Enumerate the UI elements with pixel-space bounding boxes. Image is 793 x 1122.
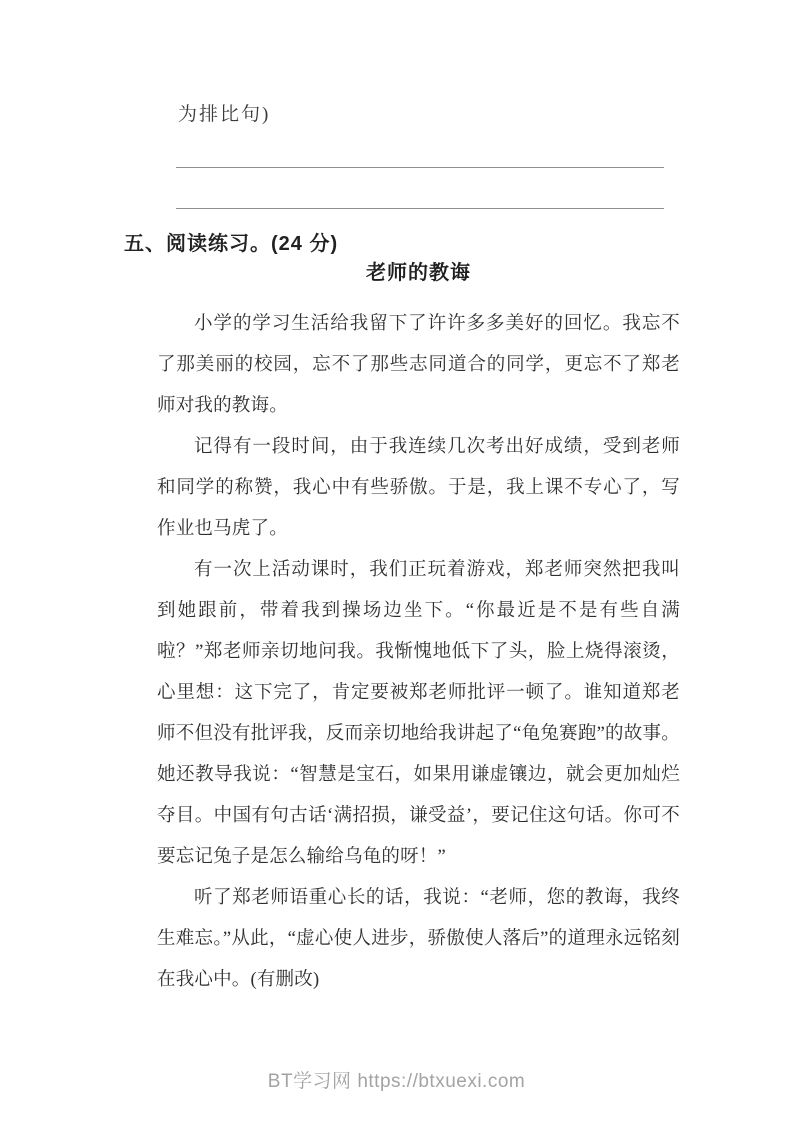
section-heading: 五、阅读练习。(24 分) (124, 233, 339, 255)
question-fragment-text: 为排比句) (178, 104, 271, 125)
reading-passage (157, 258, 680, 1001)
answer-blank-line-2 (176, 208, 664, 209)
passage-paragraph: 听了郑老师语重心长的话，我说：“老师，您的教诲，我终生难忘。”从此，“虚心使人进步，骄傲使人落后”的道理永远铭刻在我心中。(有删改) (157, 888, 680, 990)
passage-paragraph: 记得有一段时间，由于我连续几次考出好成绩，受到老师和同学的称赞，我心中有些骄傲。于是，我上课不专心了，写作业也马虎了。 (157, 437, 680, 539)
answer-blank-line-1 (176, 167, 664, 168)
passage-paragraph: 有一次上活动课时，我们正玩着游戏，郑老师突然把我叫到她跟前，带着我到操场边坐下。“你最近是不是有些自满啦？”郑老师亲切地问我。我惭愧地低下了头，脸上烧得滚烫，心里想：这下完了，肯定要被郑老师批评一顿了。谁知道郑老师不但没有批评我，反而亲切地给我讲起了“龟兔赛跑”的故事。她还教导我说：“智慧是宝石，如果用谦虚镶边，就会更加灿烂夺目。中国有句古话‘满招损，谦受益’，要记住这句话。你可不要忘记兔子是怎么输给乌龟的呀！” (157, 560, 680, 867)
passage-paragraph: 小学的学习生活给我留下了许许多多美好的回忆。我忘不了那美丽的校园，忘不了那些志同道合的同学，更忘不了郑老师对我的教诲。 (157, 314, 680, 416)
watermark-footer: BT学习网 https://btxuexi.com (267, 1071, 526, 1092)
passage-title: 老师的教诲 (366, 262, 471, 284)
